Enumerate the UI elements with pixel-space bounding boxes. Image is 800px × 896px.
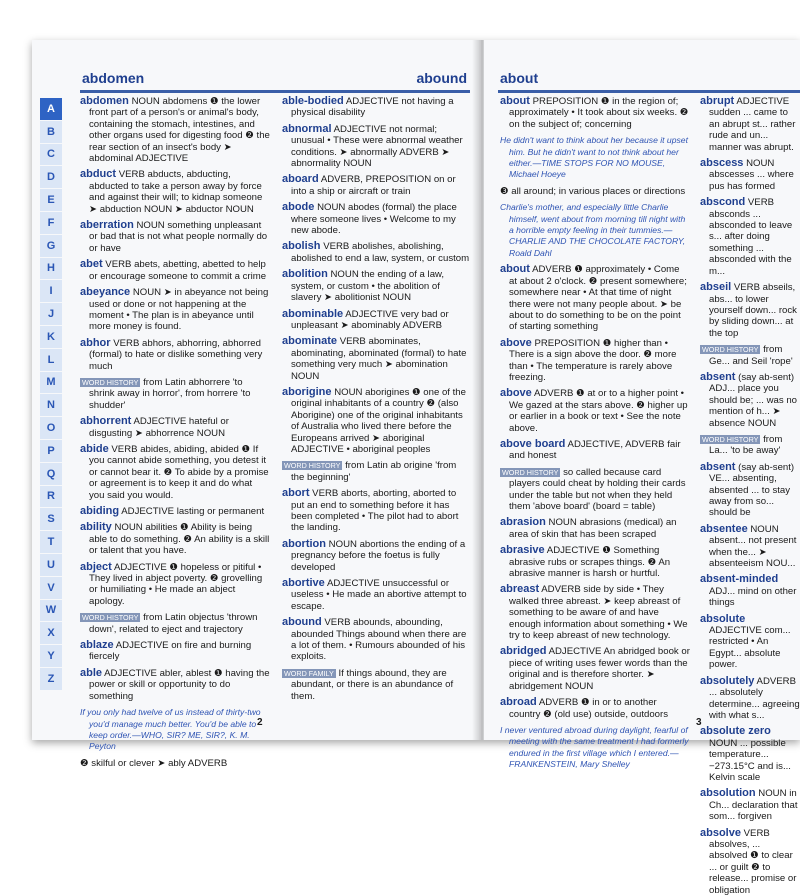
tab-letter-u[interactable]: U [40, 554, 62, 577]
headword: abound [282, 616, 322, 629]
dictionary-entry [700, 158, 800, 192]
definition-text: ADJECTIVE lasting or permanent [121, 506, 265, 517]
definition-text: (say ab-sent) ADJ... place you should be; ... was no mention of h... ➤ absence NOUN [709, 371, 797, 429]
headword: abeyance [80, 286, 131, 299]
dictionary-entry [80, 668, 270, 702]
dictionary-entry [500, 517, 690, 540]
headword: about [500, 95, 530, 107]
dictionary-entry [282, 269, 472, 303]
definition-text: ADJECTIVE An abridged book or piece of writing uses fewer words than the original and is therefore shorter. ➤ abridgement NOUN [509, 646, 690, 692]
dictionary-entry [80, 612, 270, 635]
definition-text: ADJECTIVE, ADVERB fair and honest [509, 438, 681, 462]
definition-text: ADVERB ❶ approximately • Come at about 2 o'clock. ❷ present somewhere; somewhere near • At that time of night there were not many people about. ➤ be about to do something to be on the point of starting something [509, 264, 687, 333]
definition-text: NOUN abscesses ... where pus has formed [709, 158, 794, 192]
definition-text: from Ge... and Seil 'rope' [709, 344, 793, 367]
headword: abreast [500, 583, 540, 596]
definition-text: PREPOSITION ❶ in the region of; approximately • It took about six weeks. ❷ on the subject of; concerning [509, 96, 689, 130]
dictionary-entry [80, 220, 270, 254]
tab-letter-z[interactable]: Z [40, 668, 62, 691]
definition-text: ❷ skilful or clever ➤ ably ADVERB [80, 757, 228, 769]
dictionary-entry [500, 584, 690, 641]
headword: able-bodied [282, 95, 344, 107]
headword: abiding [80, 505, 120, 517]
dictionary-entry [80, 562, 270, 608]
definition-text: ADVERB, PREPOSITION on or into a ship or aircraft or train [291, 174, 456, 197]
headword: ablaze [80, 639, 114, 652]
dictionary-entry [282, 202, 472, 236]
definition-text: VERB abounds, abounding, abounded Things abound when there are a lot of them. • Rumours abounded of his exploits. [291, 617, 467, 663]
headword: abhorrent [80, 415, 132, 428]
definition-text: ADVERB ❶ in or to another country ❷ (old use) outside, outdoors [509, 697, 668, 720]
dictionary-entry [500, 186, 690, 197]
dictionary-entry [80, 338, 270, 372]
headword: absentee [700, 522, 748, 535]
definition-text: VERB abets, abetting, abetted to help or encourage someone to commit a crime [89, 259, 267, 282]
definition-text: ADJECTIVE unsuccessful or useless • He made an abortive attempt to escape. [291, 578, 467, 612]
dictionary-entry [80, 416, 270, 439]
definition-text: NOUN abrasions (medical) an area of skin that has been scraped [509, 517, 677, 540]
headword: absolve [700, 826, 741, 839]
word-history-label: WORD HISTORY [82, 613, 139, 623]
dictionary-entry [500, 725, 690, 771]
definition-text: PREPOSITION ❶ higher than • There is a sign above the door. ❷ more than • The temperature is rarely above freezing. [509, 337, 677, 383]
headword: abhor [80, 336, 111, 349]
dictionary-entry [700, 434, 800, 457]
tab-letter-p[interactable]: P [40, 440, 62, 463]
definition-text: ❸ all around; in various places or directions [500, 185, 686, 197]
entry-column-2 [282, 96, 472, 716]
headword: above [500, 336, 532, 349]
word-history-label: WORD HISTORY [702, 345, 759, 355]
tab-letter-r[interactable]: R [40, 486, 62, 509]
headword: abolish [282, 240, 321, 253]
dictionary-entry [282, 488, 472, 534]
definition-text: ADJ... mind on other things [709, 585, 797, 609]
definition-text: NOUN absent... not present when the... ➤ absenteeism NOU... [709, 523, 797, 570]
definition-text: ADJECTIVE very bad or unpleasant ➤ abominably ADVERB [291, 308, 449, 331]
dictionary-entry [500, 96, 690, 130]
tab-letter-w[interactable]: W [40, 600, 62, 623]
headword: aborigine [282, 385, 332, 398]
headword: abject [80, 560, 112, 573]
dictionary-entry [80, 522, 270, 556]
definition-text: If things abound, they are abundant, or there is an abundance of them. [291, 667, 454, 702]
dictionary-entry [700, 524, 800, 570]
dictionary-spread [32, 40, 800, 896]
definition-text: from La... 'to be away' [709, 433, 783, 457]
headword: abscess [700, 157, 744, 170]
headword: absent [700, 460, 736, 473]
page-number: 3 [696, 717, 702, 728]
word-history-label: WORD HISTORY [284, 461, 341, 471]
definition-text: VERB abseils, abs... to lower yourself down... rock by sliding down... at the top [709, 282, 797, 339]
definition-text: ADVERB ❶ at or to a higher point • We gazed at the stars above. ❷ higher up or earlier in a book or text • See the note above. [509, 388, 688, 434]
definition-text: ADJECTIVE abler, ablest ❶ having the power or skill or opportunity to do something [89, 667, 270, 702]
dictionary-entry [282, 578, 472, 612]
definition-text: VERB absconds ... absconded to leave s... after doing something ... absconded with the m... [709, 197, 793, 277]
definition-text: ADJECTIVE sudden ... came to an abrupt st... rather rude and un... manner was abrupt. [709, 96, 796, 153]
definition-text: NOUN the ending of a law, system, or custom • the abolition of slavery ➤ abolitionist NOUN [291, 269, 445, 304]
dictionary-entry [700, 462, 800, 519]
right-page [484, 40, 800, 896]
literary-quotation: Charlie's mother, and especially little Charlie himself, went about from morning till night with a horrible empty feeling in their tummies.—CHARLIE AND THE CHOCOLATE FACTORY, Roald Dahl [500, 202, 686, 258]
dictionary-entry [700, 282, 800, 339]
dictionary-entry [80, 444, 270, 501]
guide-word-first: abdomen [82, 70, 145, 86]
definition-text: ADVERB ... absolutely determine... agreeing with what s... [709, 675, 800, 721]
tab-letter-a[interactable]: A [40, 98, 62, 121]
tab-letter-e[interactable]: E [40, 189, 62, 212]
dictionary-entry [500, 338, 690, 384]
dictionary-entry [700, 96, 800, 153]
definition-text: VERB abhors, abhorring, abhorred (formal) to hate or dislike something very much [89, 337, 263, 372]
dictionary-entry [500, 697, 690, 720]
definition-text: NOUN aborigines ❶ one of the original inhabitants of a country ❷ (also Aborigine) one of the original inhabitants of Australia who lived there before the Europeans arrived ➤ aboriginal ADJECTIVE • aboriginal peoples [291, 386, 466, 455]
headword: abroad [500, 696, 537, 709]
word-history-label: WORD HISTORY [502, 467, 559, 477]
dictionary-entry [700, 372, 800, 429]
headword: absolute zero [700, 725, 771, 738]
dictionary-entry [500, 264, 690, 332]
dictionary-entry [80, 169, 270, 215]
alphabet-tabs [40, 98, 62, 748]
tab-letter-l[interactable]: L [40, 349, 62, 372]
headword: above [500, 387, 532, 400]
dictionary-entry [282, 309, 472, 332]
headword: abolition [282, 268, 328, 281]
tab-letter-g[interactable]: G [40, 235, 62, 258]
headword: abscond [700, 196, 746, 209]
definition-text: NOUN ... possible temperature... −273.15°C and is... Kelvin scale [709, 737, 791, 783]
definition-text: NOUN abdomens ❶ the lower front part of a person's or animal's body, containing the stomach, intestines, and other organs used for digesting food ❷ the rear section of an insect's body ➤ abdominal ADJECTIVE [89, 96, 270, 165]
headword: abortive [282, 577, 325, 590]
dictionary-entry [80, 259, 270, 282]
headword: abortion [282, 537, 326, 550]
dictionary-entry [700, 614, 800, 671]
definition-text: from Latin objectus 'thrown down', related to eject and trajectory [89, 612, 258, 635]
definition-text: ADJECTIVE ❶ Something abrasive rubs or scrapes things. ❷ An abrasive manner is harsh or hurtful. [509, 545, 671, 580]
headword: about [500, 263, 530, 276]
entry-column-1 [500, 95, 690, 770]
dictionary-entry [282, 241, 472, 264]
dictionary-entry [700, 828, 800, 896]
headword: abnormal [282, 122, 332, 135]
dictionary-entry [700, 788, 800, 822]
headword: aboard [282, 173, 319, 186]
word-history-label: WORD HISTORY [702, 434, 759, 444]
headword: absent-minded [700, 573, 779, 586]
definition-text: ADJECTIVE ❶ hopeless or pitiful • They lived in abject poverty. ❷ grovelling or humiliating • He made an abject apology. [89, 561, 263, 607]
literary-quotation: He didn't want to think about her because it upset him. But he didn't want to not think about her either.—TIME STOPS FOR NO MOUSE, Michael Hoeye [500, 135, 688, 180]
definition-text: ADJECTIVE com... restricted • An Egypt... absolute power. [709, 625, 791, 671]
tab-letter-v[interactable]: V [40, 577, 62, 600]
dictionary-entry [282, 460, 472, 483]
dictionary-entry [500, 646, 690, 692]
literary-quotation: I never ventured abroad during daylight, fearful of meeting with the same treatment I had formerly endured in the first village which I entered.—FRANKENSTEIN, Mary Shelley [500, 724, 689, 770]
tab-letter-j[interactable]: J [40, 303, 62, 326]
definition-text: from Latin abhorrere 'to shrink away in horror', from horrere 'to shudder' [89, 376, 251, 411]
headword: abridged [500, 645, 547, 658]
headword: absolute [700, 612, 746, 625]
tab-letter-y[interactable]: Y [40, 645, 62, 668]
definition-text: from Latin ab origine 'from the beginning' [291, 460, 457, 483]
definition-text: VERB aborts, aborting, aborted to put an end to something before it has been completed • The pilot had to abort the landing. [291, 488, 459, 534]
tab-letter-h[interactable]: H [40, 258, 62, 281]
tab-letter-k[interactable]: K [40, 326, 62, 349]
tab-letter-d[interactable]: D [40, 166, 62, 189]
definition-text: so called because card players could cheat by holding their cards under the table but not when they held them 'above board' (board = table) [509, 466, 686, 512]
headword: abdomen [80, 95, 129, 107]
definition-text: ADJECTIVE on fire and burning fiercely [89, 640, 252, 663]
definition-text: VERB abducts, abducting, abducted to take a person away by force and against their will; to kidnap someone ➤ abduction NOUN ➤ abductor NOUN [89, 169, 263, 215]
definition-text: ADVERB side by side • They walked three abreast. ➤ keep abreast of something to be aware of and have enough information about something • We try to keep abreast of new technology. [509, 584, 688, 642]
dictionary-entry [500, 135, 690, 181]
tab-letter-o[interactable]: O [40, 417, 62, 440]
definition-text: (say ab-sent) VE... absenting, absented ... to stay away from so... should be [709, 461, 795, 519]
tab-letter-s[interactable]: S [40, 508, 62, 531]
headword: abet [80, 258, 103, 271]
dictionary-entry [80, 707, 270, 753]
word-history-label: WORD HISTORY [82, 377, 139, 387]
dictionary-entry [282, 174, 472, 197]
definition-text: VERB absolves, ... absolved ❶ to clear ... or guilt ❷ to release... promise or obligation [709, 827, 797, 896]
dictionary-entry [80, 96, 270, 164]
dictionary-entry [282, 96, 472, 119]
dictionary-entry [500, 545, 690, 579]
entry-column-2 [700, 95, 800, 896]
headword: absolutely [700, 674, 755, 687]
definition-text: VERB abolishes, abolishing, abolished to end a law, system, or custom [291, 241, 470, 264]
dictionary-entry [500, 467, 690, 513]
left-page [32, 40, 479, 769]
dictionary-entry [700, 726, 800, 783]
dictionary-entry [282, 387, 472, 455]
headword: abominable [282, 307, 344, 320]
dictionary-entry [282, 336, 472, 382]
headword: abode [282, 201, 315, 214]
tab-letter-t[interactable]: T [40, 531, 62, 554]
tab-letter-c[interactable]: C [40, 144, 62, 167]
headword: above board [500, 437, 566, 450]
definition-text: ADJECTIVE not normal; unusual • These were abnormal weather conditions. ➤ abnormally ADVERB ➤ abnormality NOUN [291, 123, 463, 170]
definition-text: ADJECTIVE hateful or disgusting ➤ abhorrence NOUN [89, 416, 229, 439]
dictionary-entry [80, 287, 270, 333]
definition-text: NOUN abodes (formal) the place where someone lives • Welcome to my new abode. [291, 202, 457, 237]
dictionary-entry [500, 439, 690, 462]
definition-text: ADJECTIVE not having a physical disability [291, 96, 454, 119]
definition-text: NOUN something unpleasant or bad that is not what people normally do or have [89, 220, 268, 254]
dictionary-entry [282, 617, 472, 663]
guide-word-last: abound [416, 70, 467, 86]
dictionary-entry [500, 202, 690, 259]
dictionary-entry [700, 344, 800, 367]
headword: abduct [80, 168, 117, 181]
definition-text: NOUN abilities ❶ Ability is being able to do something. ❷ An ability is a skill or talent that you have. [89, 522, 270, 557]
word-history-label: WORD FAMILY [284, 668, 334, 678]
dictionary-entry [282, 668, 472, 702]
dictionary-entry [80, 377, 270, 411]
header-rule [498, 90, 800, 93]
dictionary-entry [500, 388, 690, 434]
tab-letter-f[interactable]: F [40, 212, 62, 235]
headword: able [80, 666, 103, 679]
headword: abide [80, 442, 109, 455]
dictionary-entry [282, 124, 472, 170]
tab-letter-q[interactable]: Q [40, 463, 62, 486]
dictionary-entry [700, 197, 800, 277]
headword: absolution [700, 787, 756, 800]
entry-column-1 [80, 95, 270, 769]
headword: abominate [282, 335, 338, 348]
headword: abrasive [500, 544, 545, 557]
dictionary-entry [80, 640, 270, 663]
dictionary-entry [80, 758, 270, 769]
definition-text: NOUN in Ch... declaration that som... forgiven [709, 788, 798, 823]
definition-text: NOUN ➤ in abeyance not being used or done or not happening at the moment • The plan is in abeyance until more money is found. [89, 287, 269, 333]
headword: abrasion [500, 516, 546, 529]
headword: absent [700, 370, 736, 383]
definition-text: NOUN abortions the ending of a pregnancy before the foetus is fully developed [291, 538, 466, 573]
page-number: 2 [257, 717, 263, 728]
headword: abrupt [700, 95, 735, 107]
headword: abseil [700, 281, 732, 294]
headword: ability [80, 521, 112, 534]
dictionary-entry [700, 676, 800, 722]
literary-quotation: If you only had twelve of us instead of thirty-two you'd manage much better. You'd be able to keep order.—WHO, SIR? ME, SIR?, K. M. Peyton [80, 707, 261, 752]
dictionary-entry [700, 574, 800, 608]
definition-text: VERB abominates, abominating, abominated (formal) to hate something very much ➤ abomination NOUN [291, 336, 467, 382]
tab-letter-b[interactable]: B [40, 121, 62, 144]
headword: aberration [80, 219, 134, 232]
header-rule [80, 90, 470, 93]
definition-text: VERB abides, abiding, abided ❶ If you cannot abide something, you detest it or cannot bear it. ❷ To abide by a promise or agreement is to keep it and do what you said you would. [89, 443, 269, 501]
guide-word-first: about [500, 70, 539, 86]
dictionary-entry [80, 506, 270, 517]
tab-letter-m[interactable]: M [40, 372, 62, 395]
tab-letter-x[interactable]: X [40, 622, 62, 645]
tab-letter-i[interactable]: I [40, 280, 62, 303]
dictionary-entry [282, 539, 472, 573]
tab-letter-n[interactable]: N [40, 394, 62, 417]
headword: abort [282, 487, 310, 500]
